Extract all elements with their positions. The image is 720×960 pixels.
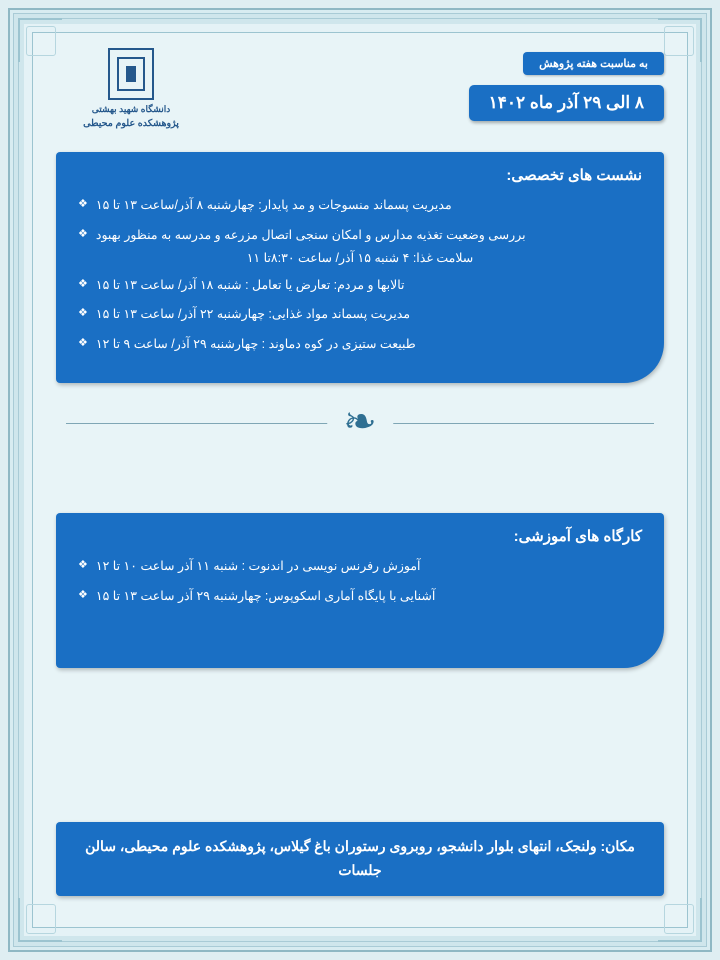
floral-ornament-icon: ❧	[327, 399, 393, 445]
list-item	[78, 305, 642, 324]
session-item-text: مدیریت پسماند منسوجات و مد پایدار: چهارشنبه ۸ آذر/ساعت ۱۳ تا ۱۵	[95, 198, 452, 212]
workshop-item-text: آموزش رفرنس نویسی در اندنوت : شنبه ۱۱ آذر ساعت ۱۰ تا ۱۲	[95, 558, 421, 573]
university-emblem-icon	[108, 48, 154, 100]
list-item	[78, 196, 642, 215]
occasion-badge: به مناسبت هفته پژوهش	[523, 52, 664, 75]
section-divider	[56, 397, 664, 459]
list-item	[78, 276, 642, 295]
panel-title-sessions: نشست های تخصصی:	[506, 167, 642, 184]
poster-content	[34, 34, 686, 926]
workshops-list	[78, 557, 642, 606]
sessions-list	[78, 196, 642, 354]
poster-footer	[56, 822, 664, 896]
workshop-item-text: آشنایی با پایگاه آماری اسکوپوس: چهارشنبه ۲۹ آذر ساعت ۱۳ تا ۱۵	[95, 588, 436, 603]
panel-workshops	[56, 513, 664, 669]
session-item-text: مدیریت پسماند مواد غذایی: چهارشنبه ۲۲ آذر/ ساعت ۱۳ تا ۱۵	[95, 307, 411, 322]
list-item	[78, 587, 642, 606]
layout-spacer	[56, 459, 664, 513]
logo-arc-text: دانشگاه شهید بهشتی	[91, 104, 171, 114]
diamond-bullet-icon: ❖	[78, 198, 88, 210]
session-item-text: بررسی وضعیت تغذیه مدارس و امکان سنجی اتصال مزرعه و مدرسه به منظور بهبود	[95, 227, 526, 242]
session-item-text: طبیعت ستیزی در کوه دماوند : چهارشنبه ۲۹ آذر/ ساعت ۹ تا ۱۲	[95, 337, 416, 351]
venue-banner: مکان: ولنجک، انتهای بلوار دانشجو، روبروی رستوران باغ گیلاس، پژوهشکده علوم محیطی، سالن جلسات	[56, 822, 664, 896]
session-item-continuation: سلامت غذا: ۴ شنبه ۱۵ آذر/ ساعت ۸:۳۰تا ۱۱	[246, 250, 474, 265]
panel-title-workshops: کارگاه های آموزشی:	[513, 527, 642, 545]
diamond-bullet-icon: ❖	[78, 337, 88, 349]
diamond-bullet-icon: ❖	[78, 227, 88, 240]
dates-badge: ۸ الی ۲۹ آذر ماه ۱۴۰۲	[469, 85, 664, 121]
list-item	[78, 557, 642, 576]
session-item-text: تالابها و مردم: تعارض یا تعامل : شنبه ۱۸ آذر/ ساعت ۱۳ تا ۱۵	[95, 277, 405, 292]
header-badges	[469, 42, 664, 121]
panel-specialized-sessions	[56, 152, 664, 383]
list-item	[78, 226, 642, 245]
poster-header	[56, 42, 664, 152]
diamond-bullet-icon: ❖	[78, 307, 88, 320]
diamond-bullet-icon: ❖	[78, 558, 88, 571]
diamond-bullet-icon: ❖	[78, 588, 88, 601]
university-logo	[56, 42, 206, 129]
list-item	[78, 335, 642, 354]
logo-institute-text: پژوهشکده علوم محیطی	[83, 118, 179, 129]
diamond-bullet-icon: ❖	[78, 277, 88, 290]
